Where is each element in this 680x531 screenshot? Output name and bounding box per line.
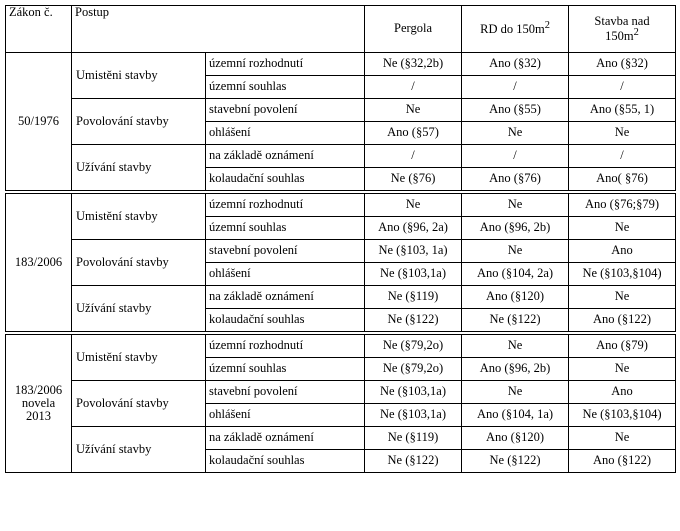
value-rd: Ano (§76) bbox=[462, 168, 569, 191]
value-big-building: Ne bbox=[569, 217, 676, 240]
procedure-group: Povolování stavby bbox=[72, 99, 206, 145]
value-big-building: Ne bbox=[569, 358, 676, 381]
header-procedure: Postup bbox=[72, 6, 365, 53]
value-rd: Ano (§55) bbox=[462, 99, 569, 122]
value-big-building: / bbox=[569, 145, 676, 168]
value-pergola: Ne (§119) bbox=[365, 286, 462, 309]
procedure-group: Umistěni stavby bbox=[72, 53, 206, 99]
value-pergola: / bbox=[365, 145, 462, 168]
value-pergola: Ne (§32,2b) bbox=[365, 53, 462, 76]
value-pergola: Ne (§79,2o) bbox=[365, 335, 462, 358]
value-rd: Ne bbox=[462, 122, 569, 145]
header-rd-sup: 2 bbox=[544, 20, 550, 32]
value-big-building: Ne bbox=[569, 122, 676, 145]
value-big-building: Ano (§76;§79) bbox=[569, 194, 676, 217]
value-rd: / bbox=[462, 145, 569, 168]
table-row bbox=[6, 194, 676, 217]
procedure-step: územní rozhodnutí bbox=[206, 194, 365, 217]
value-pergola: Ne (§103,1a) bbox=[365, 404, 462, 427]
law-cell bbox=[6, 335, 72, 473]
value-big-building: Ne bbox=[569, 286, 676, 309]
header-row bbox=[6, 6, 676, 53]
procedure-step: územní souhlas bbox=[206, 217, 365, 240]
procedure-step: územní souhlas bbox=[206, 76, 365, 99]
procedure-step: stavební povolení bbox=[206, 240, 365, 263]
procedure-step: ohlášení bbox=[206, 122, 365, 145]
procedure-group: Povolování stavby bbox=[72, 240, 206, 286]
value-rd: Ano (§104, 1a) bbox=[462, 404, 569, 427]
value-big-building: Ano bbox=[569, 381, 676, 404]
value-rd: Ne bbox=[462, 240, 569, 263]
header-big-line2: 150m bbox=[605, 29, 634, 44]
procedure-step: kolaudační souhlas bbox=[206, 309, 365, 332]
value-pergola: Ne (§122) bbox=[365, 450, 462, 473]
procedure-step: kolaudační souhlas bbox=[206, 450, 365, 473]
value-rd: Ano (§120) bbox=[462, 286, 569, 309]
value-big-building: Ano (§32) bbox=[569, 53, 676, 76]
value-pergola: Ne bbox=[365, 194, 462, 217]
value-rd: Ano (§96, 2b) bbox=[462, 358, 569, 381]
table-row bbox=[6, 145, 676, 168]
procedure-group: Užívání stavby bbox=[72, 427, 206, 473]
value-rd: Ne bbox=[462, 335, 569, 358]
value-pergola: Ne (§103, 1a) bbox=[365, 240, 462, 263]
procedure-group: Užívání stavby bbox=[72, 286, 206, 332]
procedure-group: Povolování stavby bbox=[72, 381, 206, 427]
procedure-group: Umistění stavby bbox=[72, 335, 206, 381]
table-row bbox=[6, 381, 676, 404]
law-label: 2013 bbox=[26, 409, 51, 424]
table-row bbox=[6, 335, 676, 358]
value-rd: Ano (§104, 2a) bbox=[462, 263, 569, 286]
procedure-step: územní rozhodnutí bbox=[206, 53, 365, 76]
value-rd: Ano (§96, 2b) bbox=[462, 217, 569, 240]
procedure-step: ohlášení bbox=[206, 263, 365, 286]
value-big-building: Ne bbox=[569, 427, 676, 450]
law-label: 183/2006 bbox=[14, 254, 63, 269]
value-pergola: Ne bbox=[365, 99, 462, 122]
header-big-building bbox=[569, 6, 676, 53]
table-row bbox=[6, 53, 676, 76]
permit-comparison-table bbox=[5, 5, 676, 473]
value-pergola: Ne (§79,2o) bbox=[365, 358, 462, 381]
value-big-building: Ano (§79) bbox=[569, 335, 676, 358]
value-pergola: Ne (§103,1a) bbox=[365, 381, 462, 404]
procedure-step: územní souhlas bbox=[206, 358, 365, 381]
value-big-building: Ne (§103,§104) bbox=[569, 404, 676, 427]
procedure-step: na základě oznámení bbox=[206, 145, 365, 168]
table-row bbox=[6, 286, 676, 309]
value-pergola: Ano (§57) bbox=[365, 122, 462, 145]
value-rd: / bbox=[462, 76, 569, 99]
procedure-group: Užívání stavby bbox=[72, 145, 206, 191]
law-label: novela bbox=[21, 395, 56, 410]
procedure-step: na základě oznámení bbox=[206, 427, 365, 450]
procedure-step: kolaudační souhlas bbox=[206, 168, 365, 191]
value-rd: Ne bbox=[462, 381, 569, 404]
value-big-building: Ne (§103,§104) bbox=[569, 263, 676, 286]
law-cell bbox=[6, 194, 72, 332]
value-big-building: Ano (§122) bbox=[569, 309, 676, 332]
value-pergola: / bbox=[365, 76, 462, 99]
value-big-building: Ano( §76) bbox=[569, 168, 676, 191]
value-rd: Ne (§122) bbox=[462, 450, 569, 473]
header-law: Zákon č. bbox=[6, 6, 72, 53]
value-big-building: Ano bbox=[569, 240, 676, 263]
header-rd bbox=[462, 6, 569, 53]
procedure-step: stavební povolení bbox=[206, 99, 365, 122]
value-big-building: Ano (§122) bbox=[569, 450, 676, 473]
header-pergola: Pergola bbox=[365, 6, 462, 53]
header-rd-text: RD do 150m bbox=[480, 22, 545, 37]
value-pergola: Ano (§96, 2a) bbox=[365, 217, 462, 240]
law-cell bbox=[6, 53, 72, 191]
value-rd: Ne (§122) bbox=[462, 309, 569, 332]
value-rd: Ano (§120) bbox=[462, 427, 569, 450]
value-pergola: Ne (§103,1a) bbox=[365, 263, 462, 286]
table-row bbox=[6, 99, 676, 122]
value-pergola: Ne (§122) bbox=[365, 309, 462, 332]
value-pergola: Ne (§119) bbox=[365, 427, 462, 450]
value-big-building: Ano (§55, 1) bbox=[569, 99, 676, 122]
law-label: 183/2006 bbox=[14, 382, 63, 397]
value-rd: Ano (§32) bbox=[462, 53, 569, 76]
table-row bbox=[6, 427, 676, 450]
procedure-step: ohlášení bbox=[206, 404, 365, 427]
procedure-step: na základě oznámení bbox=[206, 286, 365, 309]
law-label: 50/1976 bbox=[18, 113, 59, 128]
header-big-sup: 2 bbox=[633, 26, 639, 38]
value-big-building: / bbox=[569, 76, 676, 99]
table-row bbox=[6, 240, 676, 263]
header-big-line1: Stavba nad bbox=[594, 13, 650, 28]
procedure-group: Umistění stavby bbox=[72, 194, 206, 240]
value-pergola: Ne (§76) bbox=[365, 168, 462, 191]
value-rd: Ne bbox=[462, 194, 569, 217]
procedure-step: územní rozhodnutí bbox=[206, 335, 365, 358]
procedure-step: stavební povolení bbox=[206, 381, 365, 404]
